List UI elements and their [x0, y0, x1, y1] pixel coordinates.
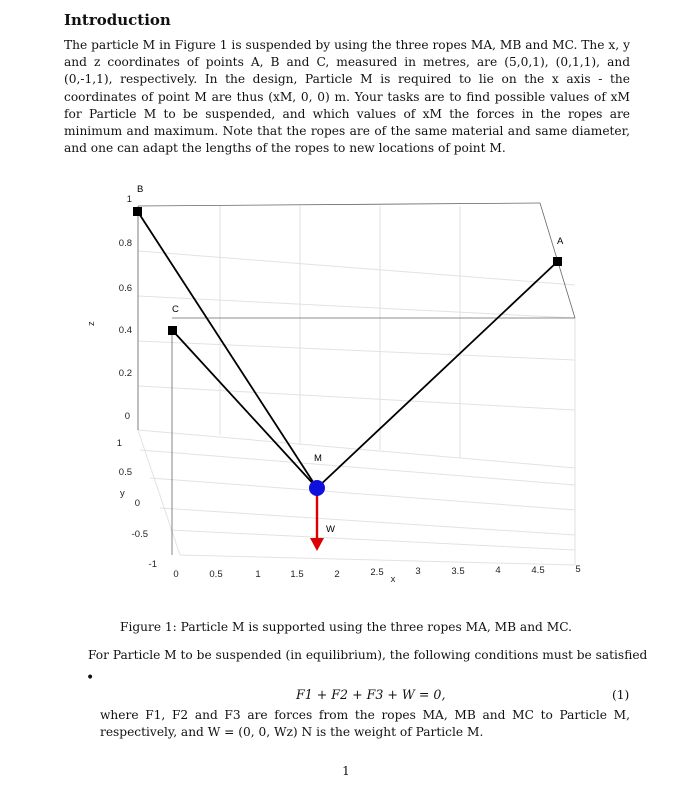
section-heading: Introduction: [64, 11, 171, 29]
z-tick-label: 1: [126, 194, 132, 205]
y-axis-label: y: [120, 488, 125, 499]
point-b-label: B: [137, 184, 144, 195]
x-tick-label: 3: [415, 566, 421, 577]
x-tick-label: 2.5: [370, 567, 384, 578]
x-tick-label: 0: [173, 569, 179, 580]
page-number: 1: [342, 764, 350, 778]
x-axis: [173, 564, 580, 585]
rope-ma: [317, 262, 557, 488]
particle-m: [309, 480, 325, 496]
weight-label: W: [326, 524, 335, 535]
point-a-marker: [553, 257, 562, 266]
y-tick-label: 0: [134, 498, 140, 509]
equation-number: (1): [612, 688, 630, 702]
y-axis: [117, 438, 157, 570]
z-tick-label: 0.6: [118, 283, 132, 294]
y-tick-label: 1: [116, 438, 122, 449]
where-text: where F1, F2 and F3 are forces from the ropes MA, MB and MC to Particle M, respectively, and W = (0, 0, Wz) N is the weight of Particle M.: [100, 708, 630, 740]
weight-arrow: [310, 492, 324, 551]
y-tick-label: -0.5: [131, 529, 148, 540]
z-axis: [86, 194, 132, 422]
z-tick-label: 0.2: [118, 368, 132, 379]
rope-mb: [138, 212, 317, 488]
z-tick-label: 0.8: [118, 238, 132, 249]
x-axis-label: x: [390, 574, 396, 585]
x-tick-label: 2: [334, 569, 340, 580]
point-b-marker: [133, 207, 142, 216]
point-m-label: M: [314, 453, 322, 464]
y-tick-label: 0.5: [118, 467, 132, 478]
z-tick-label: 0.4: [118, 325, 132, 336]
x-tick-label: 4: [495, 565, 501, 576]
x-tick-label: 4.5: [531, 565, 545, 576]
z-axis-label: z: [86, 321, 97, 326]
intro-paragraph: The particle M in Figure 1 is suspended by using the three ropes MA, MB and MC. The x, y and z coordinates of points A, B and C, measured in metres, are (5,0,1), (0,1,1), and (0,-1,1), respectively. In the design, Particle M is required to lie on the x axis - the coordinates of point M are thus (xM, 0, 0) m. Your tasks are to find possible values of xM for Particle M to be suspended, and which values of xM the forces in the ropes are minimum and maximum. Note that the ropes are of the same material and same diameter, and one can adapt the lengths of the ropes to new locations of point M.: [64, 38, 630, 156]
y-tick-label: -1: [148, 559, 157, 570]
x-tick-label: 5: [575, 564, 581, 575]
conditions-text: For Particle M to be suspended (in equilibrium), the following conditions must be satisfied: [88, 648, 648, 662]
x-tick-label: 0.5: [209, 569, 223, 580]
bullet: •: [86, 670, 95, 686]
point-c-label: C: [172, 304, 179, 315]
x-tick-label: 3.5: [451, 566, 465, 577]
x-tick-label: 1: [255, 569, 261, 580]
z-tick-label: 0: [124, 411, 130, 422]
equilibrium-equation: F1 + F2 + F3 + W = 0,: [296, 687, 446, 702]
point-c-marker: [168, 326, 177, 335]
figure-1: [0, 178, 692, 598]
point-a-label: A: [557, 236, 564, 247]
x-tick-label: 1.5: [290, 569, 304, 580]
figure-caption: Figure 1: Particle M is supported using the three ropes MA, MB and MC.: [120, 620, 572, 634]
rope-mc: [173, 331, 317, 488]
grid-lines: [138, 206, 575, 565]
